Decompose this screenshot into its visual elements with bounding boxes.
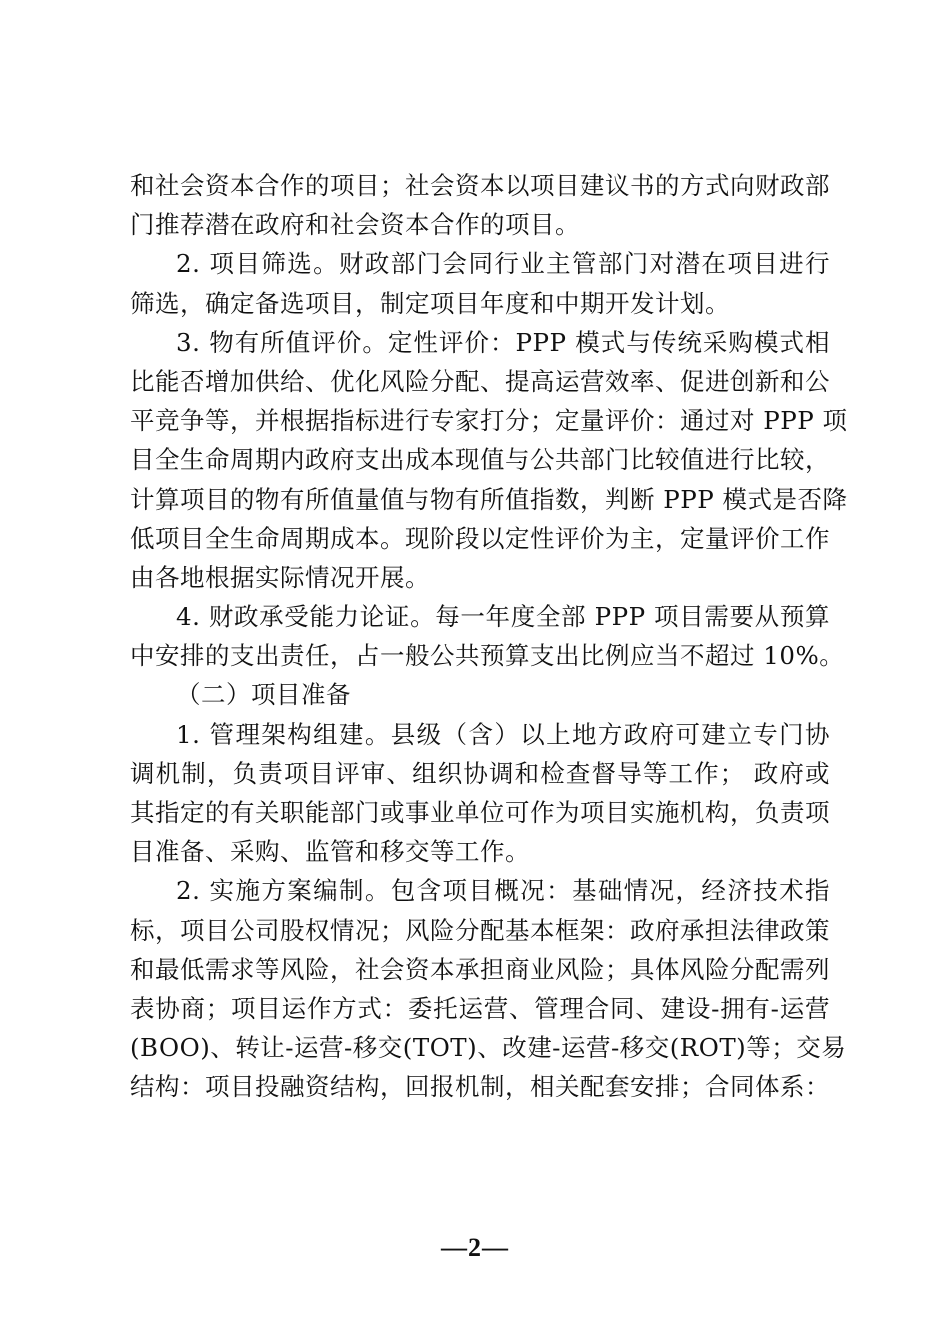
- text-line: 4. 财政承受能力论证。每一年度全部 PPP 项目需要从预算: [176, 602, 830, 632]
- text-line: (BOO)、转让-运营-移交(TOT)、改建-运营-移交(ROT)等；交易: [130, 1033, 847, 1063]
- text-line: 和社会资本合作的项目；社会资本以项目建议书的方式向财政部: [130, 171, 830, 200]
- text-line: 2. 项目筛选。财政部门会同行业主管部门对潜在项目进行: [176, 249, 830, 279]
- page-number: —2—: [441, 1233, 509, 1262]
- text-line: 标，项目公司股权情况；风险分配基本框架：政府承担法律政策: [130, 915, 830, 945]
- text-line: 比能否增加供给、优化风险分配、提高运营效率、促进创新和公: [130, 366, 830, 396]
- text-line: 调机制，负责项目评审、组织协调和检查督导等工作； 政府或: [130, 758, 830, 788]
- text-line: 目全生命周期内政府支出成本现值与公共部门比较值进行比较，: [130, 445, 830, 475]
- text-line: 筛选，确定备选项目，制定项目年度和中期开发计划。: [130, 288, 730, 318]
- text-line: 门推荐潜在政府和社会资本合作的项目。: [130, 210, 580, 240]
- text-line: 和最低需求等风险，社会资本承担商业风险；具体风险分配需列: [130, 954, 830, 984]
- text-line: 结构：项目投融资结构，回报机制，相关配套安排；合同体系：: [130, 1072, 830, 1102]
- text-line: 平竞争等，并根据指标进行专家打分；定量评价：通过对 PPP 项: [130, 406, 848, 436]
- section-heading: （二）项目准备: [176, 680, 351, 710]
- text-line: 3. 物有所值评价。定性评价：PPP 模式与传统采购模式相: [176, 327, 830, 357]
- text-line: 其指定的有关职能部门或事业单位可作为项目实施机构，负责项: [130, 798, 830, 827]
- text-line: 目准备、采购、监管和移交等工作。: [130, 837, 530, 867]
- text-line: 表协商；项目运作方式：委托运营、管理合同、建设-拥有-运营: [130, 993, 830, 1023]
- text-line: 低项目全生命周期成本。现阶段以定性评价为主，定量评价工作: [130, 523, 830, 553]
- text-line: 由各地根据实际情况开展。: [130, 562, 430, 592]
- text-line: 计算项目的物有所值量值与物有所值指数，判断 PPP 模式是否降: [130, 484, 848, 514]
- text-line: 2. 实施方案编制。包含项目概况：基础情况，经济技术指: [176, 876, 830, 906]
- text-line: 1. 管理架构组建。县级（含）以上地方政府可建立专门协: [176, 719, 830, 749]
- document-body: [130, 166, 848, 1107]
- text-line: 中安排的支出责任，占一般公共预算支出比例应当不超过 10%。: [130, 641, 845, 671]
